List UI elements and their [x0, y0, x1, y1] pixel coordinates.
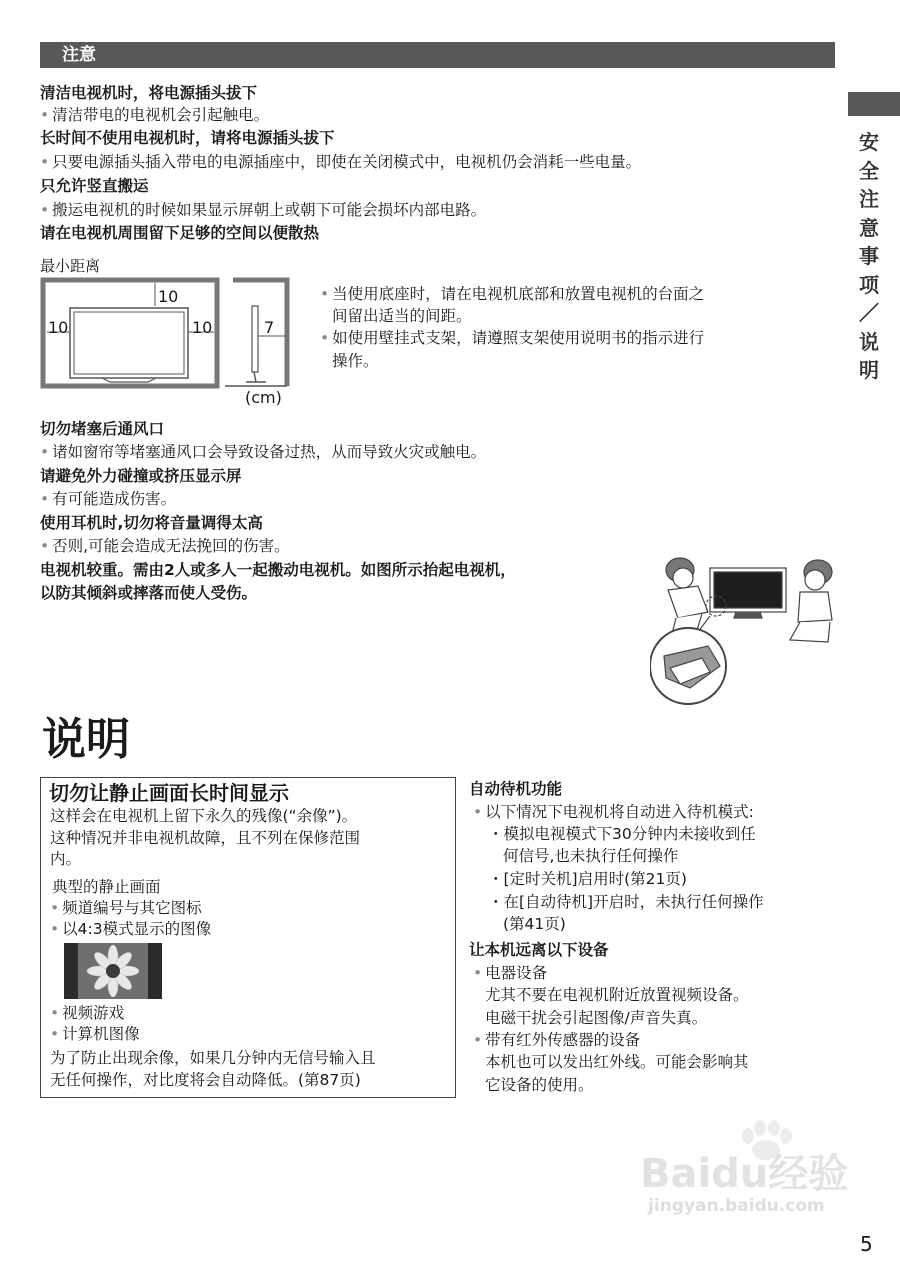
side-char: 项: [859, 272, 879, 297]
side-char: ／: [859, 301, 879, 325]
box-footer-line: 为了防止出现余像，如果几分钟内无信号输入且: [50, 1049, 376, 1067]
watermark-logo: Baidu经验: [640, 1151, 849, 1197]
side-tab-marker: [848, 92, 900, 116]
watermark-url: jingyan.baidu.com: [648, 1196, 825, 1216]
section-header-title: 注意: [62, 45, 96, 65]
page-title: 说明: [42, 714, 130, 765]
side-char: 注: [859, 187, 879, 211]
box-text-line: 这样会在电视机上留下永久的残像(“余像”)。: [50, 807, 358, 825]
caution-bullet: • 搬运电视机的时候如果显示屏朝上或朝下可能会损坏内部电路。: [40, 199, 486, 221]
carry-warning: 以防其倾斜或摔落而使人受伤。: [40, 584, 258, 602]
caution-heading: 使用耳机时,切勿将音量调得太高: [40, 514, 263, 532]
auto-standby-item: ・[定时关机]启用时(第21页): [488, 870, 687, 888]
side-view: [225, 280, 287, 386]
side-char: 说: [859, 329, 879, 354]
box-footer-line: 无任何操作，对比度将会自动降低。(第87页): [50, 1071, 361, 1089]
box-text-line: 这种情况并非电视机故障，且不列在保修范围: [50, 829, 361, 847]
carry-warning: 电视机较重。需由2人或多人一起搬动电视机。如图所示抬起电视机，: [40, 561, 516, 579]
section-header-bar: [40, 42, 835, 68]
side-char: 明: [859, 358, 879, 382]
caution-heading: 只允许竖直搬运: [40, 177, 149, 195]
caution-bullet: • 清洁带电的电视机会引起触电。: [40, 104, 269, 126]
clearance-note-cont: 间留出适当的间距。: [332, 307, 472, 325]
clearance-unit: (cm): [245, 388, 282, 407]
keep-away-title: 让本机远离以下设备: [469, 941, 609, 959]
auto-standby-item-cont: (第41页): [503, 915, 566, 933]
keep-away-detail: 它设备的使用。: [485, 1076, 594, 1094]
clearance-right-value: 10: [192, 318, 213, 337]
side-char: 意: [859, 215, 879, 240]
aspect-4-3-thumbnail: [64, 943, 162, 999]
flower-image: [64, 943, 162, 999]
still-bullet: • 视频游戏: [50, 1003, 124, 1024]
front-view: [43, 280, 217, 386]
still-bullet: • 以4:3模式显示的图像: [50, 919, 211, 940]
clearance-back-value: 7: [264, 318, 275, 337]
auto-standby-item: ・在[自动待机]开启时，未执行任何操作: [488, 893, 764, 911]
keep-away-item: • 带有红外传感器的设备: [473, 1030, 640, 1051]
side-tab-label: [856, 128, 882, 385]
auto-standby-intro: • 以下情况下电视机将自动进入待机模式:: [473, 802, 754, 823]
caution-bullet: • 诸如窗帘等堵塞通风口会导致设备过热，从而导致火灾或触电。: [40, 441, 486, 463]
typical-still-label: 典型的静止画面: [52, 878, 161, 896]
caution-bullet: • 否则,可能会造成无法挽回的伤害。: [40, 535, 290, 557]
still-image-title: 切勿让静止画面长时间显示: [49, 781, 289, 805]
auto-standby-title: 自动待机功能: [469, 780, 563, 798]
keep-away-detail: 本机也可以发出红外线。可能会影响其: [485, 1053, 749, 1071]
keep-away-detail: 尤其不要在电视机附近放置视频设备。: [485, 986, 749, 1004]
caution-bullet: • 只要电源插头插入带电的电源插座中，即使在关闭模式中，电视机仍会消耗一些电量。: [40, 151, 641, 173]
page-number: 5: [860, 1232, 873, 1256]
keep-away-detail: 电磁干扰会引起图像/声音失真。: [485, 1009, 708, 1027]
clearance-label: 最小距离: [40, 257, 101, 275]
auto-standby-item-cont: 何信号,也未执行任何操作: [503, 847, 679, 865]
caution-heading: 长时间不使用电视机时，请将电源插头拔下: [40, 129, 335, 147]
caution-heading: 请避免外力碰撞或挤压显示屏: [40, 467, 242, 485]
still-bullet: • 计算机图像: [50, 1024, 140, 1045]
clearance-note: • 如使用壁挂式支架，请遵照支架使用说明书的指示进行: [320, 327, 704, 349]
keep-away-item: • 电器设备: [473, 963, 547, 984]
side-char: 全: [859, 158, 879, 183]
caution-heading: 请在电视机周围留下足够的空间以便散热: [40, 224, 320, 242]
clearance-note-cont: 操作。: [332, 352, 379, 370]
clearance-note: • 当使用底座时，请在电视机底部和放置电视机的台面之: [320, 283, 704, 305]
box-text-line: 内。: [50, 850, 82, 868]
caution-bullet: • 有可能造成伤害。: [40, 488, 176, 510]
auto-standby-item: ・模拟电视模式下30分钟内未接收到任: [488, 825, 756, 843]
caution-heading: 切勿堵塞后通风口: [40, 420, 165, 438]
still-bullet: • 频道编号与其它图标: [50, 898, 202, 919]
caution-heading: 清洁电视机时，将电源插头拔下: [40, 84, 258, 102]
clearance-left-value: 10: [48, 318, 69, 337]
carry-illustration: [650, 548, 835, 708]
side-char: 安: [859, 130, 879, 154]
clearance-top-value: 10: [158, 287, 179, 306]
side-char: 事: [859, 244, 879, 268]
